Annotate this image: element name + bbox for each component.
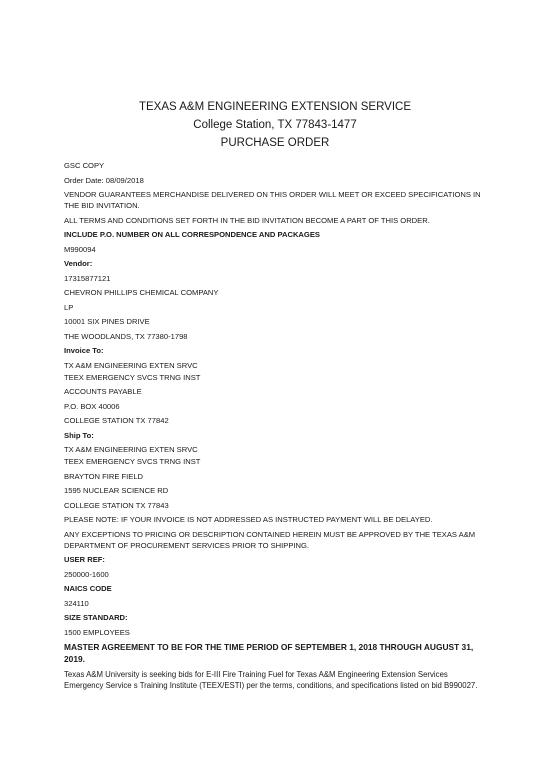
- invoice-to-line: TEEX EMERGENCY SVCS TRNG INST: [64, 372, 201, 382]
- order-date: Order Date: 08/09/2018: [64, 175, 144, 185]
- invoice-address-note: PLEASE NOTE: IF YOUR INVOICE IS NOT ADDRESSED AS INSTRUCTED PAYMENT WILL BE DELAYED.: [64, 515, 433, 524]
- size-standard-value: 1500 EMPLOYEES: [64, 627, 130, 637]
- vendor-line: CHEVRON PHILLIPS CHEMICAL COMPANY: [64, 288, 219, 297]
- document-header: [64, 98, 486, 152]
- invoice-to-line: TX A&M ENGINEERING EXTEN SRVC: [64, 360, 198, 370]
- size-standard-label: SIZE STANDARD:: [64, 613, 128, 622]
- org-city: College Station, TX 77843-1477: [193, 119, 357, 131]
- terms-conditions: ALL TERMS AND CONDITIONS SET FORTH IN THE BID INVITATION BECOME A PART OF THIS ORDER.: [64, 215, 430, 225]
- vendor-line: THE WOODLANDS, TX 77380-1798: [64, 331, 188, 341]
- vendor-line: 17315877121: [64, 273, 111, 283]
- ship-to-line: TX A&M ENGINEERING EXTEN SRVC: [64, 445, 198, 454]
- naics-label: NAICS CODE: [64, 584, 112, 593]
- include-po-instruction: INCLUDE P.O. NUMBER ON ALL CORRESPONDENCE AND PACKAGES: [64, 230, 320, 239]
- invoice-to-label: Invoice To:: [64, 346, 104, 355]
- bid-description: Texas A&M University is seeking bids for E-III Fire Training Fuel for Texas A&M Engineering Extension Services Emergency Service s Training Institute (TEEX/ESTI) per the terms, conditions, and specifications listed on bid B990027.: [64, 669, 478, 691]
- document-type: PURCHASE ORDER: [220, 137, 330, 149]
- vendor-line: 10001 SIX PINES DRIVE: [64, 317, 150, 326]
- ship-to-line: TEEX EMERGENCY SVCS TRNG INST: [64, 457, 201, 466]
- document-body: [64, 160, 486, 692]
- invoice-to-line: COLLEGE STATION TX 77842: [64, 416, 169, 425]
- exceptions-note: ANY EXCEPTIONS TO PRICING OR DESCRIPTION CONTAINED HEREIN MUST BE APPROVED BY THE TEXAS A&M DEPARTMENT OF PROCUREMENT SERVICES PRIOR TO SHIPPING.: [64, 529, 476, 550]
- vendor-line: LP: [64, 302, 74, 312]
- vendor-guarantee: VENDOR GUARANTEES MERCHANDISE DELIVERED ON THIS ORDER WILL MEET OR EXCEED SPECIFICATIONS IN THE BID INVITATION.: [64, 190, 481, 210]
- user-ref-label: USER REF:: [64, 555, 105, 564]
- ship-to-label: Ship To:: [64, 430, 94, 440]
- copy-label: GSC COPY: [64, 161, 105, 170]
- invoice-to-line: ACCOUNTS PAYABLE: [64, 387, 142, 396]
- invoice-to-line: P.O. BOX 40006: [64, 401, 120, 411]
- ship-to-line: 1595 NUCLEAR SCIENCE RD: [64, 486, 169, 495]
- ship-to-line: BRAYTON FIRE FIELD: [64, 471, 144, 481]
- user-ref-value: 250000-1600: [64, 569, 109, 579]
- po-number: M990094: [64, 244, 96, 254]
- org-name: TEXAS A&M ENGINEERING EXTENSION SERVICE: [138, 101, 412, 113]
- naics-value: 324110: [64, 598, 89, 608]
- ship-to-line: COLLEGE STATION TX 77843: [64, 500, 169, 510]
- master-agreement: MASTER AGREEMENT TO BE FOR THE TIME PERIOD OF SEPTEMBER 1, 2018 THROUGH AUGUST 31, 2019.: [64, 642, 474, 664]
- vendor-label: Vendor:: [64, 259, 93, 268]
